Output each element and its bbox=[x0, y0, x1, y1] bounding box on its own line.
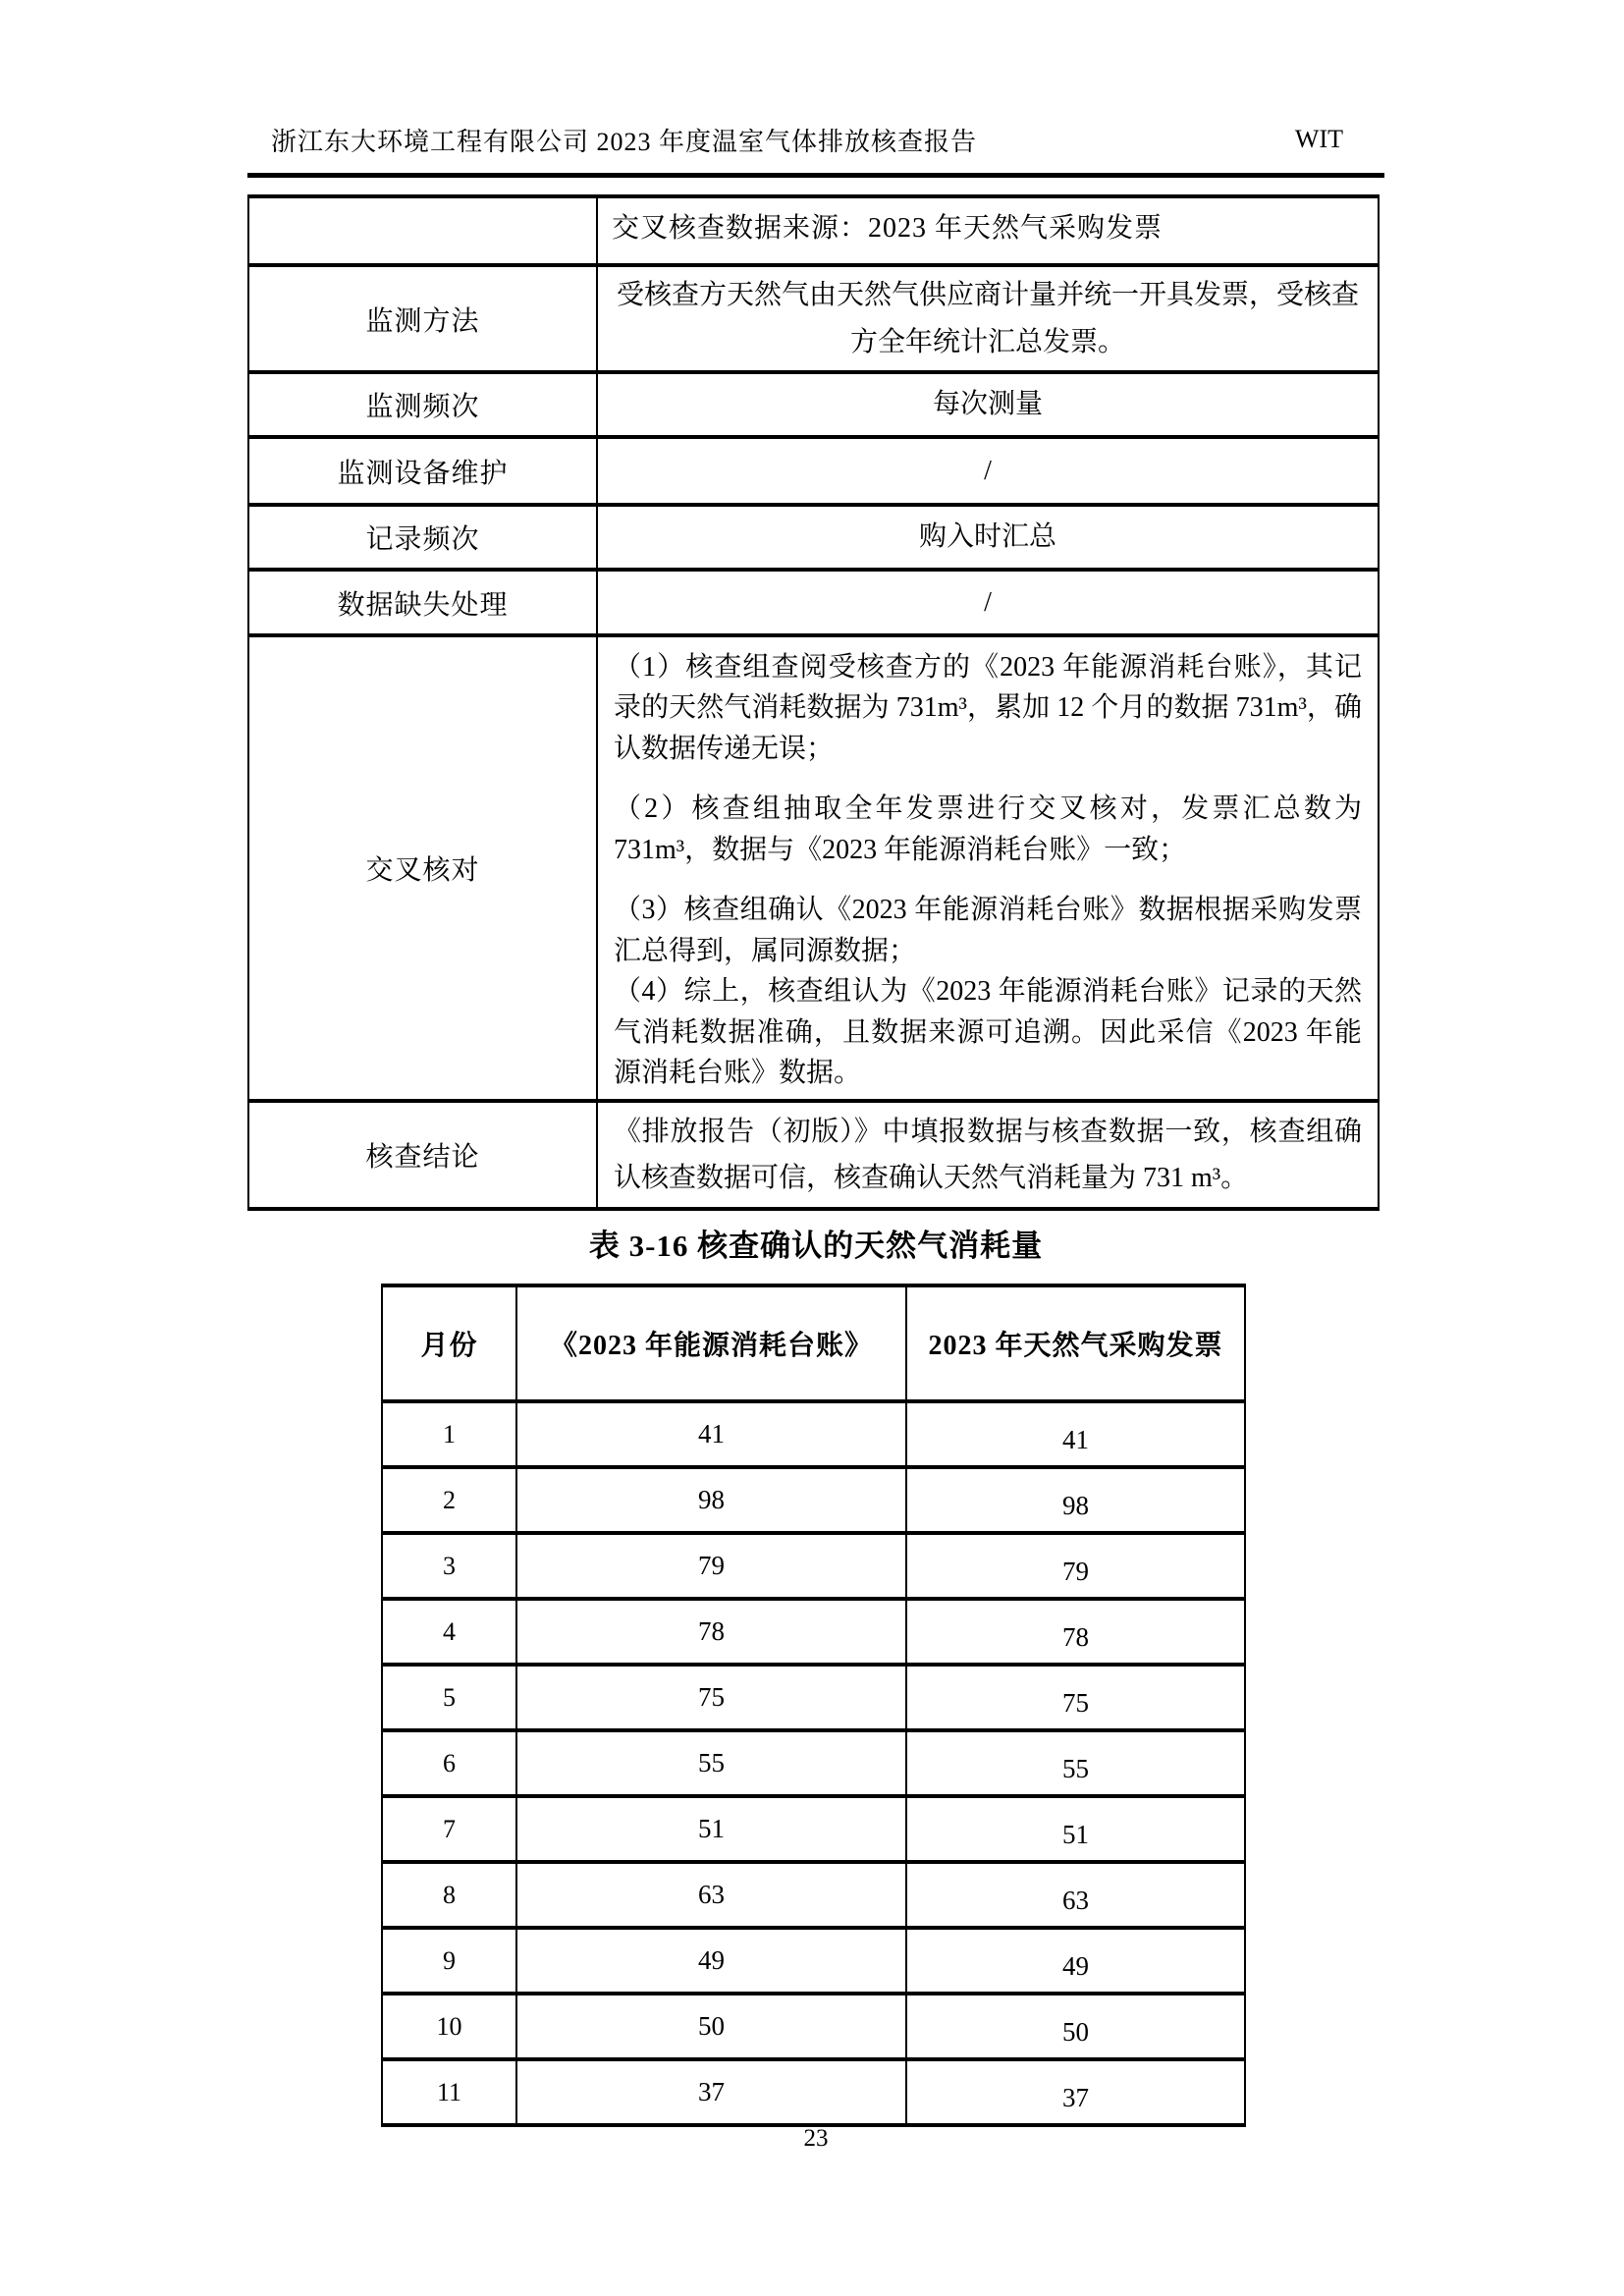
cell-month: 4 bbox=[382, 1599, 516, 1665]
page-number: 23 bbox=[803, 2125, 829, 2152]
cell-invoice: 41 bbox=[906, 1401, 1245, 1467]
table-header-row bbox=[382, 1285, 1245, 1401]
cell-ledger: 78 bbox=[516, 1599, 906, 1665]
row-label bbox=[248, 196, 597, 265]
row-label: 记录频次 bbox=[248, 505, 597, 570]
cell-ledger: 50 bbox=[516, 1994, 906, 2059]
monitoring-method: 受核查方天然气由天然气供应商计量并统一开具发票，受核查方全年统计汇总发票。 bbox=[597, 265, 1379, 372]
cross-check-item-1: （1）核查组查阅受核查方的《2023 年能源消耗台账》，其记录的天然气消耗数据为 731m³，累加 12 个月的数据 731m³，确认数据传递无误； bbox=[614, 652, 1362, 764]
header-rule bbox=[247, 173, 1384, 178]
cell-month: 7 bbox=[382, 1796, 516, 1862]
table-row bbox=[248, 505, 1379, 570]
col-header-invoice: 2023 年天然气采购发票 bbox=[906, 1285, 1245, 1401]
cell-invoice: 63 bbox=[906, 1862, 1245, 1928]
record-frequency: 购入时汇总 bbox=[597, 505, 1379, 570]
cell-invoice: 75 bbox=[906, 1665, 1245, 1730]
table-row bbox=[248, 570, 1379, 635]
row-label: 监测频次 bbox=[248, 372, 597, 437]
cell-invoice: 49 bbox=[906, 1928, 1245, 1994]
missing-data-handling: / bbox=[597, 570, 1379, 635]
verification-conclusion: 《排放报告（初版）》中填报数据与核查数据一致，核查组确认核查数据可信，核查确认天然气消耗量为 731 m³。 bbox=[597, 1101, 1379, 1209]
cell-invoice: 55 bbox=[906, 1730, 1245, 1796]
table-row bbox=[382, 1533, 1245, 1599]
cell-month: 11 bbox=[382, 2059, 516, 2125]
cross-check-details bbox=[597, 635, 1379, 1101]
row-label: 监测设备维护 bbox=[248, 437, 597, 505]
cell-ledger: 79 bbox=[516, 1533, 906, 1599]
cell-ledger: 41 bbox=[516, 1401, 906, 1467]
cross-check-item-4: （4）综上，核查组认为《2023 年能源消耗台账》记录的天然气消耗数据准确，且数据来源可追溯。因此采信《2023 年能源消耗台账》数据。 bbox=[614, 976, 1362, 1088]
cell-invoice: 37 bbox=[906, 2059, 1245, 2125]
monitoring-info-table bbox=[247, 194, 1380, 1211]
cell-ledger: 55 bbox=[516, 1730, 906, 1796]
cell-ledger: 75 bbox=[516, 1665, 906, 1730]
cell-invoice: 98 bbox=[906, 1467, 1245, 1533]
table-row bbox=[248, 1101, 1379, 1209]
page-header bbox=[247, 118, 1384, 161]
cell-month: 10 bbox=[382, 1994, 516, 2059]
monitoring-frequency: 每次测量 bbox=[597, 372, 1379, 437]
table-row bbox=[248, 635, 1379, 1101]
cell-month: 6 bbox=[382, 1730, 516, 1796]
table-caption: 表 3-16 核查确认的天然气消耗量 bbox=[588, 1229, 1044, 1263]
table-row bbox=[382, 2059, 1245, 2125]
table-row bbox=[248, 372, 1379, 437]
cell-ledger: 49 bbox=[516, 1928, 906, 1994]
cell-ledger: 51 bbox=[516, 1796, 906, 1862]
cell-ledger: 63 bbox=[516, 1862, 906, 1928]
table-row bbox=[382, 1599, 1245, 1665]
row-label: 交叉核对 bbox=[248, 635, 597, 1101]
cell-ledger: 37 bbox=[516, 2059, 906, 2125]
equipment-maintenance: / bbox=[597, 437, 1379, 505]
col-header-ledger: 《2023 年能源消耗台账》 bbox=[516, 1285, 906, 1401]
cell-month: 8 bbox=[382, 1862, 516, 1928]
cell-month: 5 bbox=[382, 1665, 516, 1730]
cross-check-source: 交叉核查数据来源：2023 年天然气采购发票 bbox=[597, 196, 1379, 265]
row-label: 监测方法 bbox=[248, 265, 597, 372]
table-row bbox=[382, 1928, 1245, 1994]
cell-month: 9 bbox=[382, 1928, 516, 1994]
header-title: 浙江东大环境工程有限公司 2023 年度温室气体排放核查报告 bbox=[271, 127, 978, 156]
table-row bbox=[382, 1994, 1245, 2059]
table-row bbox=[382, 1796, 1245, 1862]
cross-check-item-2: （2）核查组抽取全年发票进行交叉核对，发票汇总数为 731m³，数据与《2023 年能源消耗台账》一致； bbox=[614, 793, 1362, 865]
header-watermark: WIT bbox=[1294, 125, 1343, 153]
cell-invoice: 79 bbox=[906, 1533, 1245, 1599]
cell-month: 2 bbox=[382, 1467, 516, 1533]
cross-check-item-3: （3）核查组确认《2023 年能源消耗台账》数据根据采购发票汇总得到，属同源数据； bbox=[614, 895, 1362, 966]
row-label: 数据缺失处理 bbox=[248, 570, 597, 635]
cell-month: 1 bbox=[382, 1401, 516, 1467]
table-row bbox=[248, 265, 1379, 372]
table-row bbox=[382, 1730, 1245, 1796]
table-row bbox=[382, 1665, 1245, 1730]
cell-invoice: 50 bbox=[906, 1994, 1245, 2059]
table-row bbox=[382, 1862, 1245, 1928]
row-label: 核查结论 bbox=[248, 1101, 597, 1209]
cell-ledger: 98 bbox=[516, 1467, 906, 1533]
gas-consumption-table bbox=[381, 1284, 1246, 2127]
table-row bbox=[382, 1467, 1245, 1533]
cell-invoice: 51 bbox=[906, 1796, 1245, 1862]
table-row bbox=[382, 1401, 1245, 1467]
table-row bbox=[248, 437, 1379, 505]
cell-invoice: 78 bbox=[906, 1599, 1245, 1665]
col-header-month: 月份 bbox=[382, 1285, 516, 1401]
cell-month: 3 bbox=[382, 1533, 516, 1599]
table-row bbox=[248, 196, 1379, 265]
